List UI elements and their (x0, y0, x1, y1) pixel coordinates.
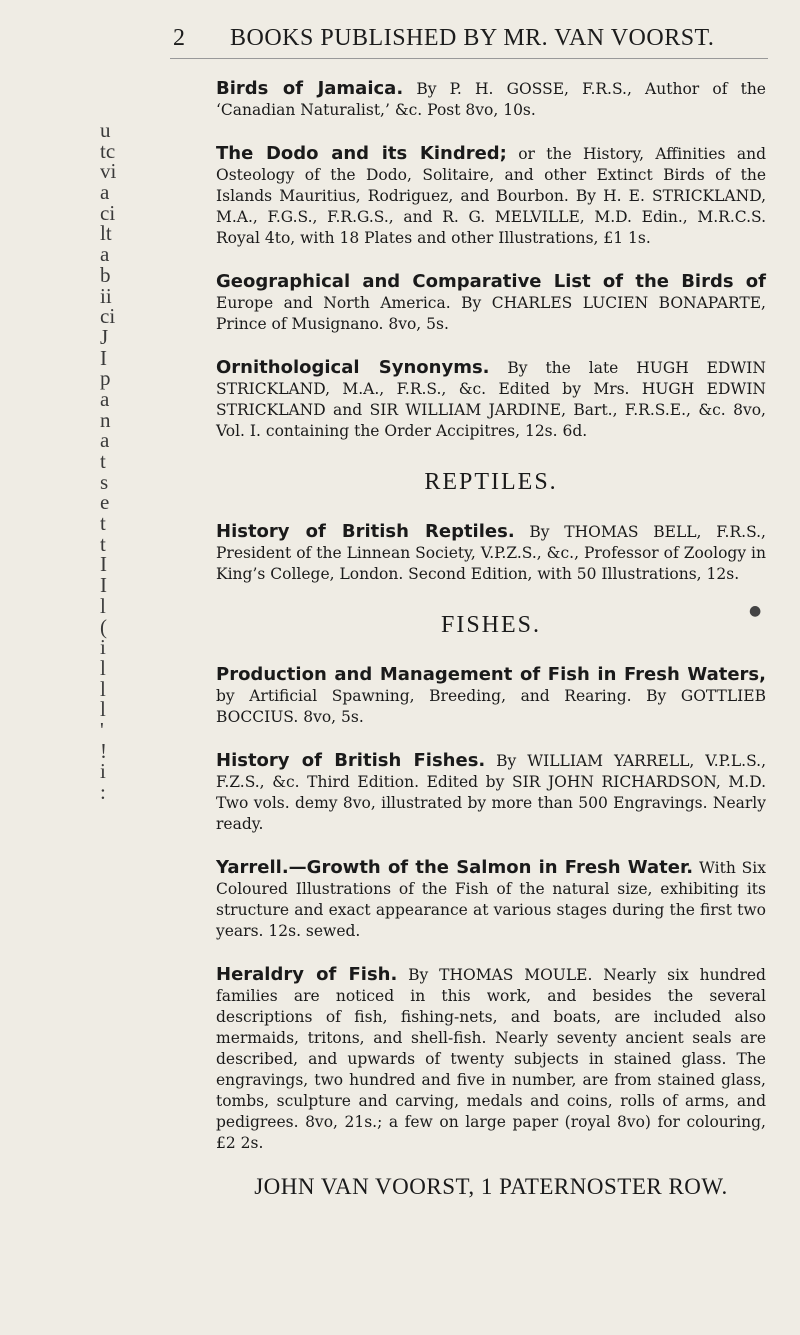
catalogue-entry (216, 964, 766, 1154)
bleed-through-glyph: u (100, 118, 111, 142)
entry-body: With Six Coloured Illustrations of the Fish of the natural size, exhibiting its structure and exact appearance at various stages during the first two years. 12s. sewed. (216, 859, 766, 940)
reptile-entries (216, 521, 766, 585)
catalogue-entry (216, 664, 766, 728)
bleed-through-glyph: lt (100, 221, 112, 246)
bleed-through-glyph: l (100, 593, 106, 618)
bleed-through-glyph: ii (100, 283, 112, 308)
bleed-through-glyph: I (100, 345, 107, 370)
bleed-through-glyph: l (100, 655, 106, 680)
bleed-through-glyph: s (100, 469, 109, 494)
bleed-through-glyph: : (100, 780, 106, 804)
entry-text (216, 357, 766, 442)
entry-body: By WILLIAM YARRELL, V.P.L.S., F.Z.S., &c. Third Edition. Edited by SIR JOHN RICHARDSON, M.D. Two vols. demy 8vo, illustrated by more than 500 Engravings. Nearly ready. (216, 752, 766, 833)
bleed-through-glyph: n (100, 407, 111, 432)
entry-title: The Dodo and its Kindred; (216, 143, 507, 164)
bleed-through-glyph: l (100, 676, 106, 701)
bleed-through-glyph: a (100, 428, 110, 453)
entry-body: by Artificial Spawning, Breeding, and Rearing. By GOTTLIEB BOCCIUS. 8vo, 5s. (216, 687, 766, 726)
running-title: BOOKS PUBLISHED BY MR. VAN VOORST. (230, 25, 715, 51)
catalogue-entry (216, 521, 766, 585)
bleed-through-glyph: p (100, 366, 111, 391)
entry-text (216, 857, 766, 942)
entry-title: History of British Fishes. (216, 750, 486, 771)
ink-speck: ● (749, 603, 762, 619)
entry-title: Production and Management of Fish in Fresh Waters, (216, 664, 766, 685)
entry-body: By the late HUGH EDWIN STRICKLAND, M.A., F.R.S., &c. Edited by Mrs. HUGH EDWIN STRICKLAND and SIR WILLIAM JARDINE, Bart., F.R.S.E., &c. 8vo, Vol. I. containing the Order Accipitres, 12s. 6d. (216, 359, 766, 440)
entry-text (216, 964, 766, 1154)
bleed-through-glyph: a (100, 386, 110, 411)
bleed-through-glyph: l (100, 697, 106, 722)
entry-body: Europe and North America. By CHARLES LUCIEN BONAPARTE, Prince of Musignano. 8vo, 5s. (216, 294, 766, 333)
publisher-imprint: JOHN VAN VOORST, 1 PATERNOSTER ROW. (254, 1174, 728, 1199)
bleed-through-glyph: I (100, 552, 107, 577)
entry-title: Heraldry of Fish. (216, 964, 398, 985)
bleed-through-column (100, 120, 124, 803)
catalogue-content (216, 78, 766, 1197)
catalogue-entry (216, 143, 766, 249)
entry-text (216, 521, 766, 585)
bleed-through-glyph: t (100, 449, 106, 473)
entry-title: Geographical and Comparative List of the Birds of (216, 271, 766, 292)
bleed-through-glyph: tc (100, 138, 116, 163)
entry-text (216, 664, 766, 728)
header-rule (170, 58, 768, 59)
entry-title: Ornithological Synonyms. (216, 357, 490, 378)
entry-title: History of British Reptiles. (216, 521, 515, 542)
bleed-through-glyph: ' (100, 717, 104, 742)
bleed-through-glyph: i (100, 759, 106, 784)
bleed-through-glyph: vi (100, 159, 117, 184)
bleed-through-glyph: b (100, 262, 111, 287)
bleed-through-glyph: ( (100, 614, 107, 639)
entry-body: By THOMAS BELL, F.R.S., President of the Linnean Society, V.P.Z.S., &c., Professor of Zoology in King’s College, London. Second Edition, with 50 Illustrations, 12s. (216, 523, 766, 583)
bleed-through-glyph: ! (100, 738, 107, 763)
bleed-through-glyph: a (100, 180, 110, 205)
page-number: 2 (173, 25, 186, 51)
entry-body: By THOMAS MOULE. Nearly six hundred families are noticed in this work, and besides the several descriptions of fish, fishing-nets, and boats, are included also mermaids, tritons, and shell-fish. Nearly seventy ancient seals are described, and upwards of twenty subjects in stained glass. The engravings, two hundred and five in number, are from stained glass, tombs, sculpture and carving, medals and coins, rolls of arms, and pedigrees. 8vo, 21s.; a few on large paper (royal 8vo) for colouring, £2 2s. (216, 966, 766, 1152)
section-heading-reptiles: REPTILES. (424, 469, 558, 495)
bleed-through-glyph: I (100, 573, 107, 598)
catalogue-entry (216, 857, 766, 942)
page-header (173, 25, 773, 55)
entry-text (216, 750, 766, 835)
entry-body: or the History, Affinities and Osteology of the Dodo, Solitaire, and other Extinct Birds of the Islands Mauritius, Rodriguez, and Bourbon. By H. E. STRICKLAND, M.A., F.G.S., F.R.G.S., and R. G. MELVILLE, M.D. Edin., M.R.C.S. Royal 4to, with 18 Plates and other Illustrations, £1 1s. (216, 145, 766, 247)
entry-text (216, 78, 766, 121)
bleed-through-glyph: t (100, 531, 106, 556)
bleed-through-glyph: J (100, 324, 109, 349)
entry-text (216, 271, 766, 335)
entry-body: By P. H. GOSSE, F.R.S., Author of the ‘Canadian Naturalist,’ &c. Post 8vo, 10s. (216, 80, 766, 119)
entry-title: Birds of Jamaica. (216, 78, 404, 99)
catalogue-entry (216, 271, 766, 335)
bleed-through-glyph: e (100, 490, 110, 515)
bleed-through-glyph: ci (100, 200, 116, 225)
catalogue-entry (216, 750, 766, 835)
catalogue-entry (216, 78, 766, 121)
bleed-through-glyph: i (100, 635, 106, 660)
entry-title: Yarrell.—Growth of the Salmon in Fresh Water. (216, 857, 694, 878)
catalogue-entry (216, 357, 766, 442)
bleed-through-glyph: a (100, 242, 110, 267)
section-heading-fishes: FISHES. (440, 612, 542, 638)
entry-text (216, 143, 766, 249)
bleed-through-glyph: ci (100, 304, 116, 329)
bleed-through-glyph: t (100, 511, 106, 536)
fish-entries (216, 664, 766, 1154)
bird-entries (216, 78, 766, 442)
